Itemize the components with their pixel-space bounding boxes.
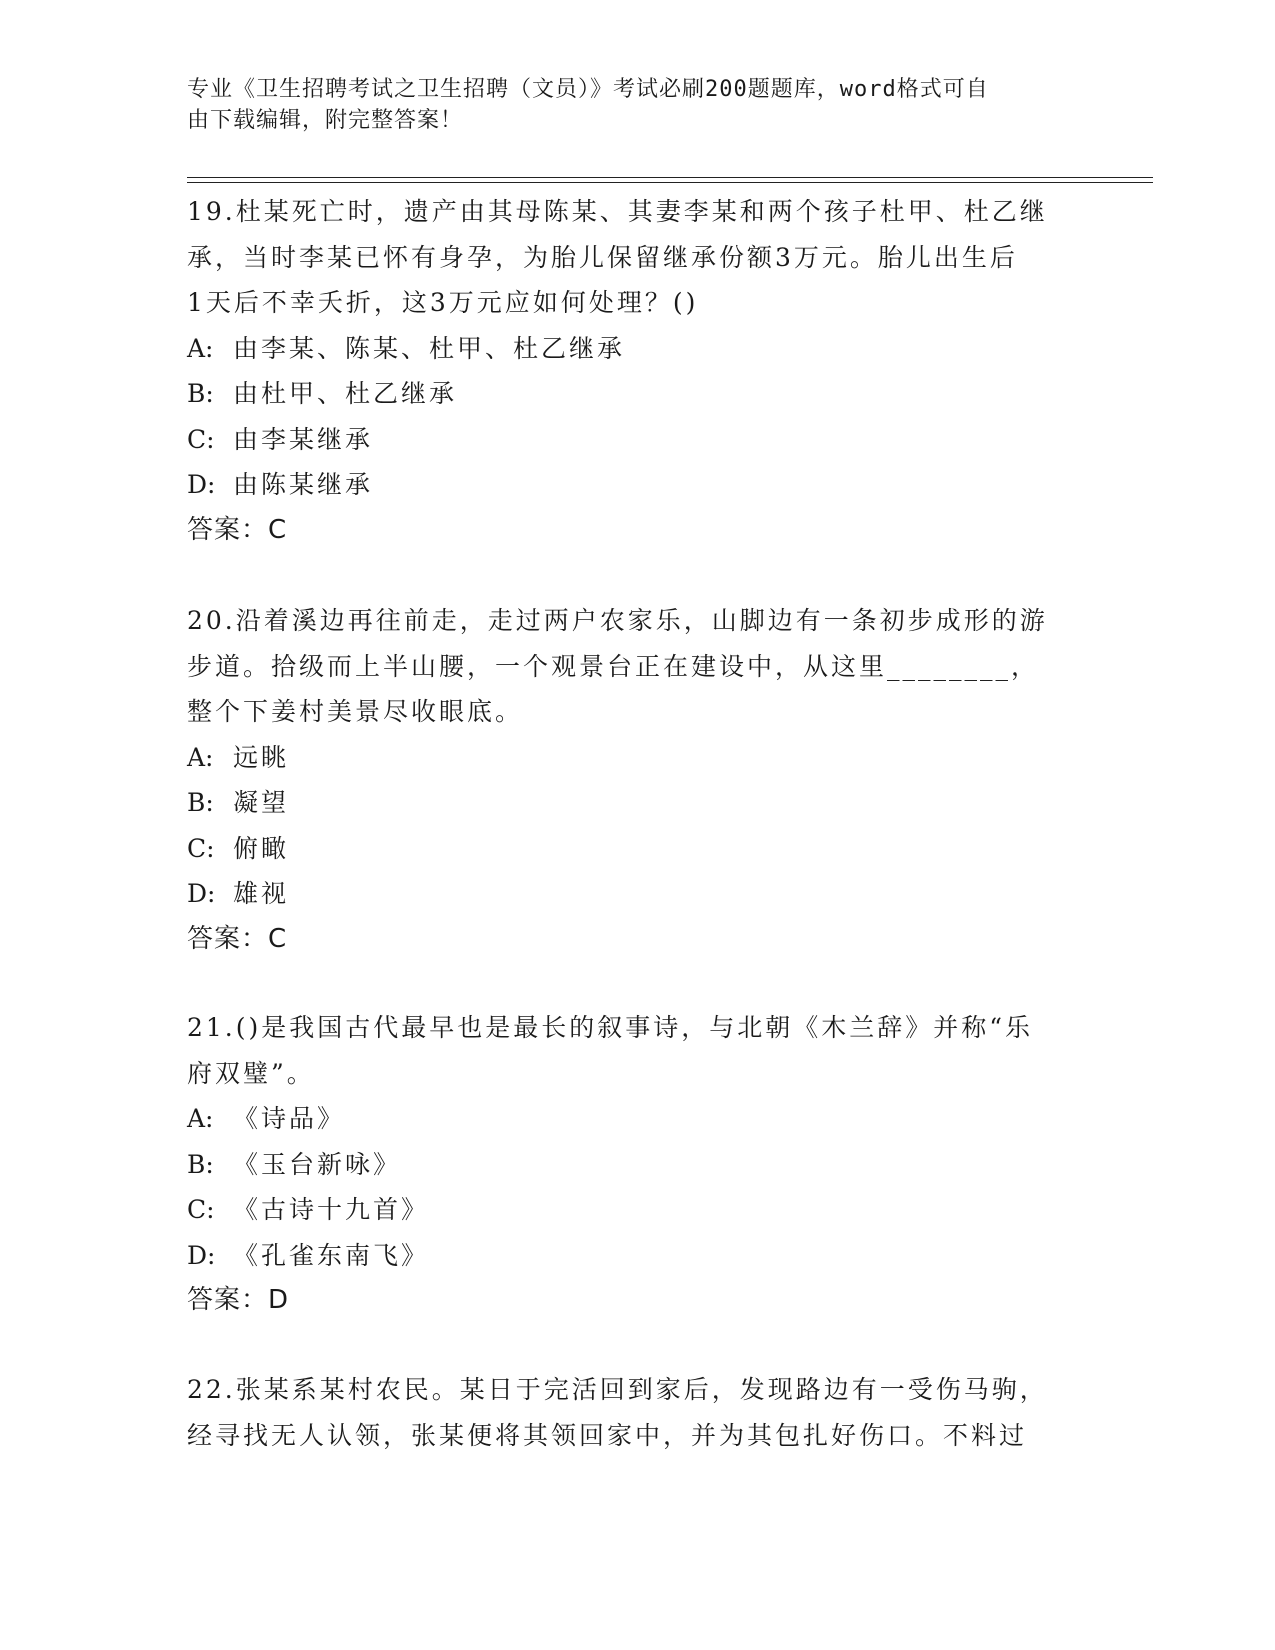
option-key: B: (187, 1149, 214, 1179)
option-text: 《玉台新咏》 (233, 1149, 402, 1179)
question-text-line: 府双璧”。 (187, 1058, 315, 1088)
header-line-2: 由下载编辑，附完整答案！ (187, 108, 464, 133)
option-text: 由陈某继承 (233, 470, 374, 499)
option-d (187, 462, 1087, 508)
question-19 (187, 189, 1087, 553)
option-b (187, 1142, 1087, 1188)
option-key: B: (187, 788, 214, 817)
option-key: A: (187, 1104, 214, 1133)
option-a (187, 326, 1087, 372)
answer-line: 答案：C (187, 923, 288, 954)
question-text-line: 22.张某系某村农民。某日于完活回到家后，发现路边有一受伤马驹， (187, 1375, 1048, 1404)
question-text-line: 21.()是我国古代最早也是最长的叙事诗，与北朝《木兰辞》并称“乐 (187, 1013, 1034, 1042)
option-text: 雄视 (233, 879, 290, 908)
question-20 (187, 598, 1087, 962)
option-key: B: (187, 379, 214, 408)
option-b (187, 780, 1087, 826)
option-key: D: (187, 470, 216, 499)
option-text: 远眺 (233, 742, 290, 772)
option-key: C: (187, 424, 215, 454)
question-text-line: 步道。拾级而上半山腰，一个观景台正在建设中，从这里________， (187, 651, 1040, 681)
header-line-1: 专业《卫生招聘考试之卫生招聘（文员）》考试必刷200题题库，word格式可自 (187, 77, 989, 102)
option-key: D: (187, 879, 216, 908)
option-text: 《古诗十九首》 (233, 1195, 430, 1224)
option-a (187, 1096, 1087, 1142)
option-key: D: (187, 1240, 216, 1270)
option-text: 凝望 (233, 788, 290, 817)
document-header (187, 74, 1067, 136)
option-key: A: (187, 333, 214, 363)
answer-line: 答案：D (187, 1285, 290, 1315)
option-c (187, 417, 1087, 463)
option-key: C: (187, 833, 215, 863)
option-text: 《诗品》 (233, 1104, 346, 1133)
question-text-line: 1天后不幸夭折，这3万元应如何处理？() (187, 288, 699, 317)
option-key: A: (187, 742, 214, 772)
option-text: 《孔雀东南飞》 (233, 1240, 430, 1270)
header-divider-bottom (187, 182, 1153, 183)
question-text-line: 20.沿着溪边再往前走，走过两户农家乐，山脚边有一条初步成形的游 (187, 606, 1048, 635)
option-d (187, 871, 1087, 917)
answer-line: 答案：C (187, 514, 288, 545)
option-text: 由李某、陈某、杜甲、杜乙继承 (233, 333, 626, 363)
option-text: 俯瞰 (233, 833, 290, 863)
option-a (187, 735, 1087, 781)
question-text-line: 经寻找无人认领，张某便将其领回家中，并为其包扎好伤口。不料过 (187, 1420, 1028, 1450)
question-text-line: 整个下姜村美景尽收眼底。 (187, 697, 524, 726)
option-c (187, 1187, 1087, 1233)
option-b (187, 371, 1087, 417)
option-d (187, 1233, 1087, 1279)
option-c (187, 826, 1087, 872)
header-divider-top (187, 177, 1153, 178)
option-key: C: (187, 1195, 215, 1224)
question-22 (187, 1367, 1087, 1458)
question-21 (187, 1005, 1087, 1324)
option-text: 由李某继承 (233, 424, 374, 454)
question-text-line: 承，当时李某已怀有身孕，为胎儿保留继承份额3万元。胎儿出生后 (187, 242, 1018, 272)
option-text: 由杜甲、杜乙继承 (233, 379, 458, 408)
question-text-line: 19.杜某死亡时，遗产由其母陈某、其妻李某和两个孩子杜甲、杜乙继 (187, 197, 1048, 226)
